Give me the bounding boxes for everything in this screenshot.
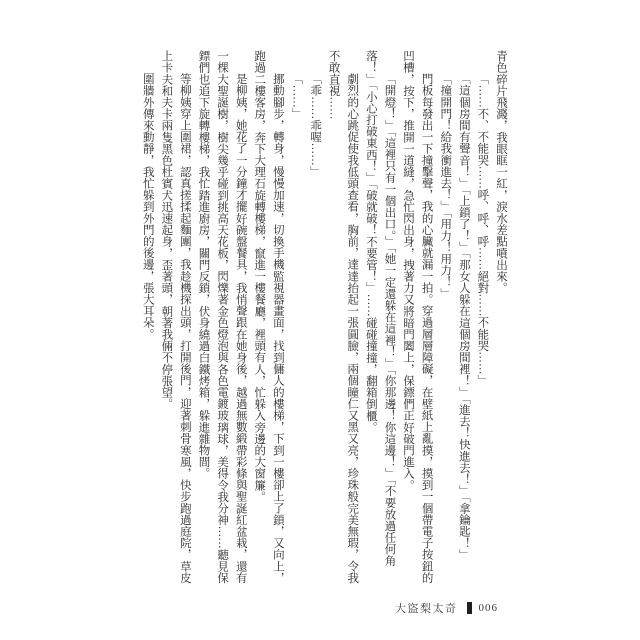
footer-divider	[467, 602, 472, 614]
page-text-block	[138, 50, 510, 593]
paragraph: 「……」	[290, 73, 303, 120]
paragraph: 「開燈！」「這裡只有一個出口。」「她一定還躲在這裡！」「你那邊！你這邊！」「不要放過任何角落！」「小心打破東西！」「破就破！不要管！」……碰碰撞撞，翻箱倒櫃。	[364, 50, 396, 567]
paragraph: 門板每發出一下撞擊聲，我的心臟就漏一拍。穿過層層障礙，在壁紙上亂摸，摸到一個帶電子按鈕的凹槽，按下，推開一道縫，急忙閃出身，拽著力又將暗門闔上，保鏢們正好破門進入。	[402, 50, 433, 584]
paragraph: 青色碎片飛濺，我眼眶一紅，淚水差點噴出來。	[495, 50, 507, 294]
paragraph: 是柳姨，她花了一分鐘才擺好碗盤餐具，我悄聲跟在她身後，越過無數緞帶彩條與聖誕紅盆栽，還有一棵大聖誕樹，樹尖幾乎碰到挑高天花板，閃爍著金色燈泡與各色電鍍玻璃球，美得令我分神……聽見保鏢們也追下旋轉樓梯，我忙踏進廚房，關門反鎖，伏身繞過白鐵烤箱，躲進雜物間。	[197, 50, 247, 584]
paragraph: 等柳姨穿上圍裙，認真搓揉起麵團，我趁機探出頭，打開後門，迎著刺骨寒風，快步跑過庭院，草皮上卡夫和夫卡兩隻黑色杜賓犬迅速起身，歪著頭，朝著我倆不停張望。	[160, 50, 191, 584]
paragraph: 「撞開門！給我衝進去！」「用力！用力！」	[439, 73, 452, 300]
page-number: 006	[478, 602, 498, 614]
paragraph: 挪動腳步，轉身，慢慢加速，切換手機監視器畫面，找到傭人的樓梯，下到一樓卻上了鎖，又向上，跑過二樓客房，奔下大理石旋轉樓梯，竄進一樓餐廳，裡頭有人，忙躲入旁邊的大窗簾。	[253, 50, 284, 584]
paragraph: 「……不、不能哭……呼、呼、呼……絕對……不能哭……」	[476, 73, 489, 387]
paragraph: 劇烈的心跳促使我低頭查看，胸前，達達抬起一張圓臉，兩個瞳仁又黑又亮，珍珠般完美無瑕，令我不敢直視……	[327, 50, 359, 584]
paragraph: 圍牆外傳來動靜，我忙躲到外門的後邊，張大耳朵。	[141, 73, 154, 340]
paragraph: 「這個房間有聲音！」「上鎖了！」「那女人躲在這個房間裡！」「進去！快進去！」「拿鑰匙！」	[457, 73, 470, 561]
book-title: 大盜梨太奇	[395, 603, 458, 615]
page-footer	[395, 600, 498, 616]
paragraph: 「乖……乖喔……」	[309, 73, 322, 178]
